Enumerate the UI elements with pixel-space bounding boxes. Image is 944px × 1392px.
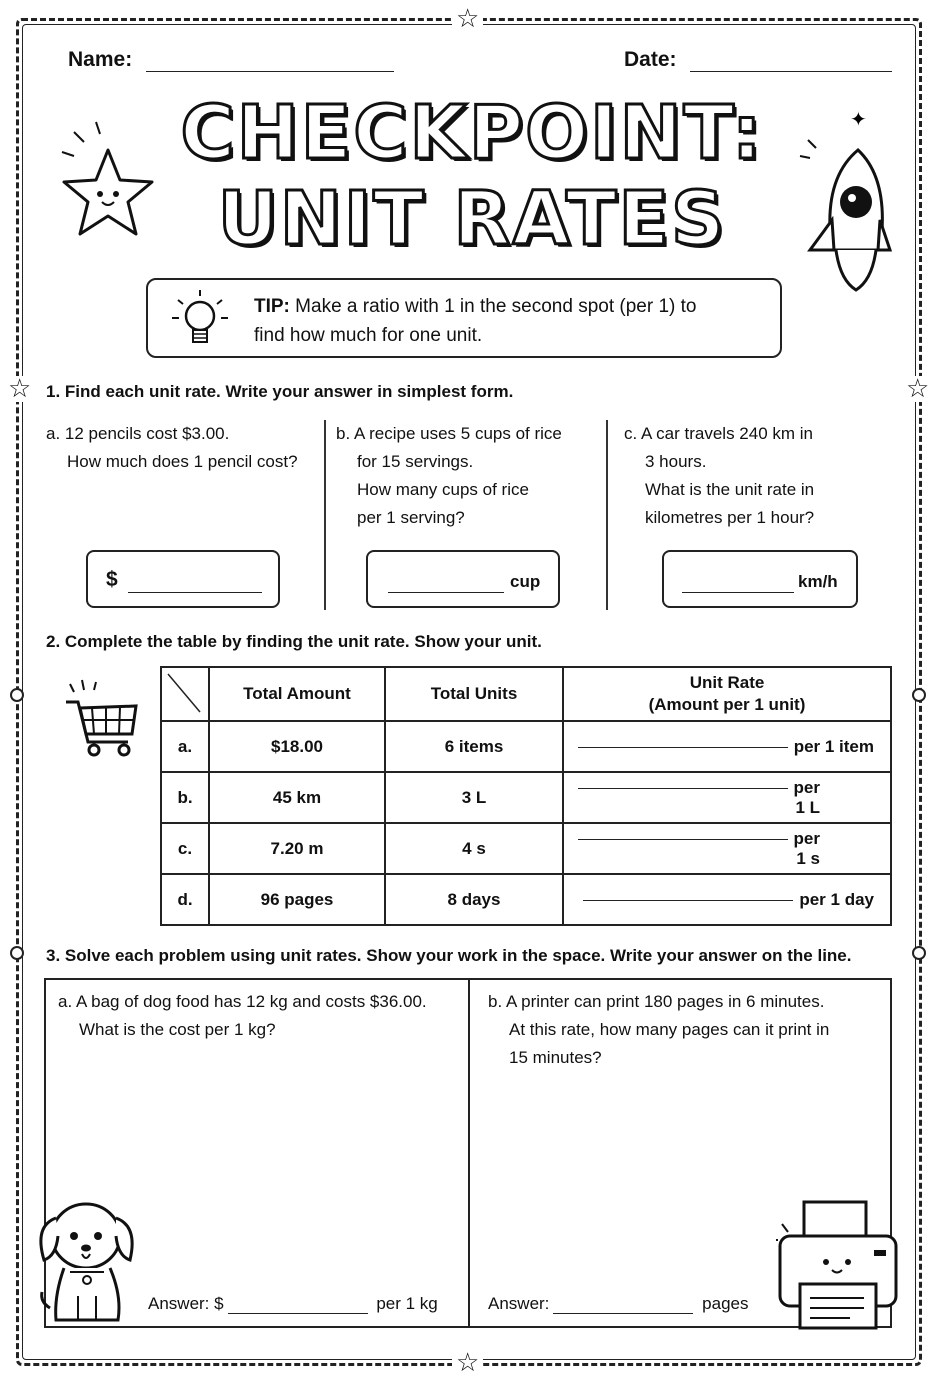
border-circle-icon xyxy=(912,688,926,702)
column-header-unit-rate xyxy=(563,667,891,721)
total-units: 4 s xyxy=(385,823,563,874)
star-icon xyxy=(56,118,166,248)
work-area xyxy=(44,978,892,1328)
answer-label: Answer: $ xyxy=(148,1294,224,1313)
answer-blank[interactable] xyxy=(682,592,794,593)
problem-3a xyxy=(58,988,458,1044)
p3b-line: A printer can print 180 pages in 6 minutes. xyxy=(505,992,825,1011)
table-row xyxy=(161,721,891,772)
q1a-letter: a. xyxy=(46,424,61,443)
section2-heading: 2. Complete the table by finding the unit rate. Show your unit. xyxy=(46,632,542,651)
unit-rate-cell[interactable] xyxy=(563,721,891,772)
rocket-icon xyxy=(780,107,900,300)
unit-suffix: cup xyxy=(510,572,541,591)
total-amount: 45 km xyxy=(209,772,385,823)
tip-line1: Make a ratio with 1 in the second spot (per 1) to xyxy=(295,296,697,317)
answer-blank[interactable] xyxy=(228,1313,368,1314)
section1-heading: 1. Find each unit rate. Write your answer in simplest form. xyxy=(46,382,514,401)
answer-blank[interactable] xyxy=(553,1313,693,1314)
p3a-line: A bag of dog food has 12 kg and costs $36.00. xyxy=(75,992,427,1011)
unit-rate-table xyxy=(160,666,892,926)
q1b-line: A recipe uses 5 cups of rice xyxy=(353,424,562,443)
total-amount: 96 pages xyxy=(209,874,385,925)
q1c-line: kilometres per 1 hour? xyxy=(645,508,815,527)
p3a-letter: a. xyxy=(58,992,73,1011)
currency-prefix: $ xyxy=(106,568,118,591)
answer-box-1c[interactable] xyxy=(662,550,858,608)
column-subheader: (Amount per 1 unit) xyxy=(648,695,806,714)
q1a-line: 12 pencils cost $3.00. xyxy=(64,424,230,443)
table-row xyxy=(161,874,891,925)
p3b-letter: b. xyxy=(488,992,503,1011)
q1c-line: 3 hours. xyxy=(645,452,707,471)
q1c-letter: c. xyxy=(624,424,638,443)
border-star-icon: ☆ xyxy=(4,376,35,402)
border-star-icon: ☆ xyxy=(452,1350,483,1376)
name-blank[interactable] xyxy=(146,71,394,72)
table-header-row xyxy=(161,667,891,721)
date-field[interactable] xyxy=(624,48,892,72)
column-header: Total Amount xyxy=(209,667,385,721)
per-unit: per 1 day xyxy=(799,889,874,909)
tip-label: TIP: xyxy=(254,296,290,317)
border-circle-icon xyxy=(10,688,24,702)
q1b-letter: b. xyxy=(336,424,351,443)
answer-suffix: per 1 kg xyxy=(376,1294,438,1313)
per-unit: per 1 s xyxy=(793,828,820,868)
total-units: 3 L xyxy=(385,772,563,823)
q1a-line: How much does 1 pencil cost? xyxy=(67,452,298,471)
divider xyxy=(468,980,470,1326)
dog-icon xyxy=(34,1196,144,1330)
unit-rate-cell[interactable] xyxy=(563,823,891,874)
rate-blank[interactable] xyxy=(583,900,793,901)
rate-blank[interactable] xyxy=(578,839,788,840)
q1b-line: How many cups of rice xyxy=(357,480,529,499)
problem-3b xyxy=(488,988,888,1072)
border-star-icon: ☆ xyxy=(452,6,483,32)
answer-label: Answer: xyxy=(488,1294,550,1313)
q1b-line: per 1 serving? xyxy=(357,508,465,527)
date-label: Date: xyxy=(624,48,677,71)
divider xyxy=(606,420,608,610)
column-header: Unit Rate xyxy=(689,673,765,692)
question-1c xyxy=(624,420,886,532)
section3-heading: 3. Solve each problem using unit rates. Show your work in the space. Write your answer on the line. xyxy=(46,946,852,965)
column-header: Total Units xyxy=(385,667,563,721)
answer-3a[interactable] xyxy=(148,1294,438,1314)
p3b-line: At this rate, how many pages can it print in xyxy=(509,1020,830,1039)
page-title-line2: UNIT RATES xyxy=(217,176,727,262)
svg-text:✦: ✦ xyxy=(850,107,867,131)
answer-suffix: pages xyxy=(702,1294,749,1313)
answer-blank[interactable] xyxy=(388,592,504,593)
name-field[interactable] xyxy=(68,48,394,72)
date-blank[interactable] xyxy=(690,71,892,72)
per-unit: per 1 item xyxy=(793,736,874,756)
name-label: Name: xyxy=(68,48,133,71)
printer-icon xyxy=(776,1200,900,1330)
per-unit: per 1 L xyxy=(793,777,820,817)
lightbulb-icon xyxy=(168,288,232,352)
unit-rate-cell[interactable] xyxy=(563,874,891,925)
q1c-line: What is the unit rate in xyxy=(645,480,815,499)
corner-cell xyxy=(161,667,209,721)
shopping-cart-icon xyxy=(62,676,142,760)
divider xyxy=(324,420,326,610)
total-units: 8 days xyxy=(385,874,563,925)
border-star-icon: ☆ xyxy=(902,376,933,402)
question-1b xyxy=(336,420,598,532)
row-letter: b. xyxy=(161,772,209,823)
rate-blank[interactable] xyxy=(578,747,788,748)
page-title-line1: CHECKPOINT: xyxy=(180,90,764,176)
tip-text xyxy=(254,292,764,350)
total-amount: 7.20 m xyxy=(209,823,385,874)
rate-blank[interactable] xyxy=(578,788,788,789)
table-row xyxy=(161,823,891,874)
question-1a xyxy=(46,420,316,476)
tip-box xyxy=(146,278,782,358)
total-amount: $18.00 xyxy=(209,721,385,772)
total-units: 6 items xyxy=(385,721,563,772)
answer-3b[interactable] xyxy=(488,1294,748,1314)
q1b-line: for 15 servings. xyxy=(357,452,474,471)
border-circle-icon xyxy=(10,946,24,960)
unit-rate-cell[interactable] xyxy=(563,772,891,823)
answer-box-1a[interactable] xyxy=(86,550,280,608)
table-row xyxy=(161,772,891,823)
row-letter: c. xyxy=(161,823,209,874)
p3b-line: 15 minutes? xyxy=(509,1048,602,1067)
tip-line2: find how much for one unit. xyxy=(254,325,483,346)
border-circle-icon xyxy=(912,946,926,960)
unit-suffix: km/h xyxy=(798,572,838,591)
row-letter: d. xyxy=(161,874,209,925)
q1c-line: A car travels 240 km in xyxy=(641,424,813,443)
row-letter: a. xyxy=(161,721,209,772)
answer-box-1b[interactable] xyxy=(366,550,560,608)
p3a-line: What is the cost per 1 kg? xyxy=(79,1020,276,1039)
answer-blank[interactable] xyxy=(128,592,262,593)
